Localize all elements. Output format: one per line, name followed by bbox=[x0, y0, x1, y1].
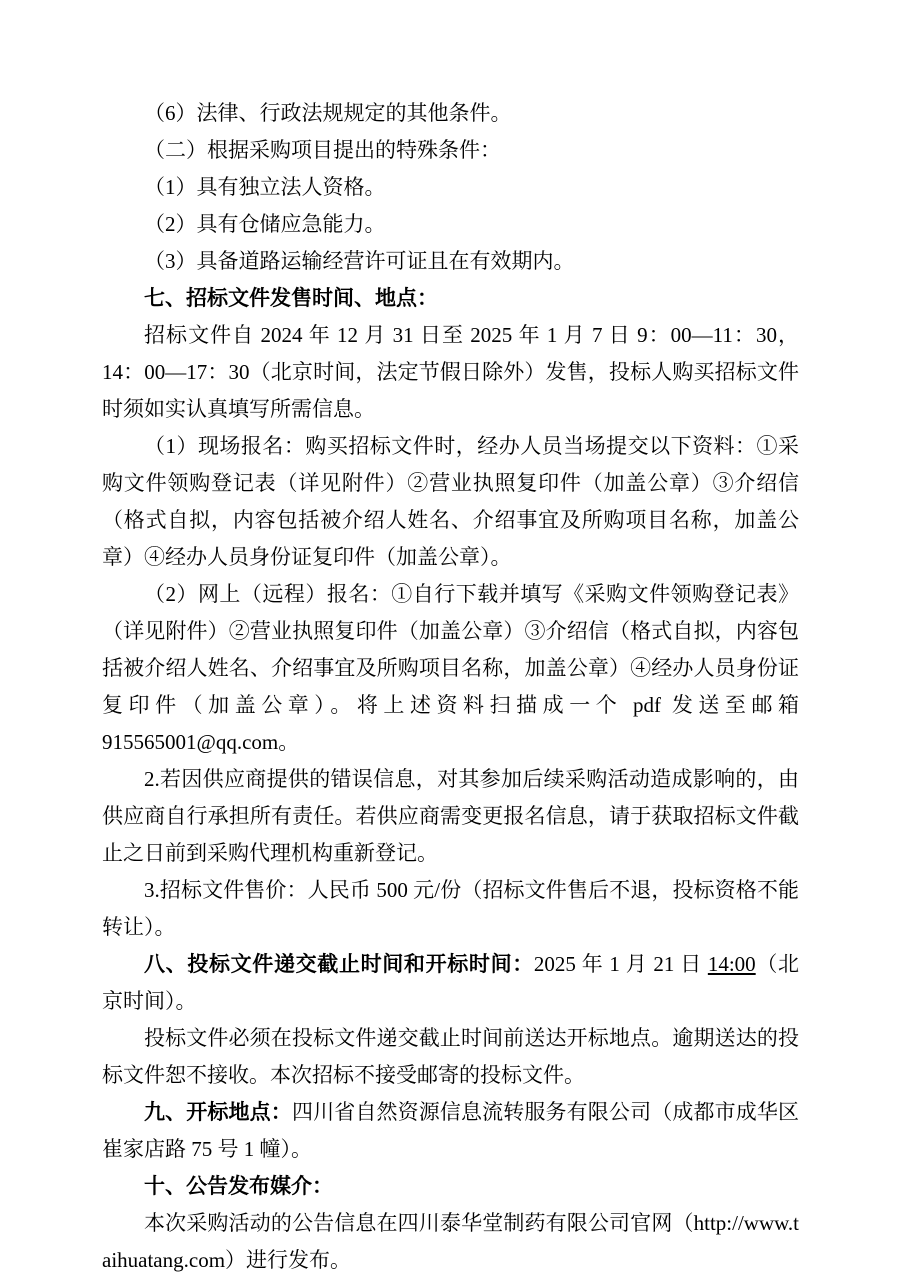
text-segment: （3）具备道路运输经营许可证且在有效期内。 bbox=[144, 249, 575, 273]
text-segment: （1）现场报名：购买招标文件时，经办人员当场提交以下资料：①采购文件领购登记表（详见附件）②营业执照复印件（加盖公章）③介绍信（格式自拟，内容包括被介绍人姓名、介绍事宜及所购项目名称，加盖公章）④经办人员身份证复印件（加盖公章）。 bbox=[102, 434, 799, 569]
section-heading bbox=[102, 1168, 799, 1205]
paragraph bbox=[102, 1205, 799, 1273]
paragraph bbox=[102, 169, 799, 206]
paragraph bbox=[102, 243, 799, 280]
paragraph bbox=[102, 761, 799, 872]
text-segment: 2.若因供应商提供的错误信息，对其参加后续采购活动造成影响的，由供应商自行承担所有责任。若供应商需变更报名信息，请于获取招标文件截止之日前到采购代理机构重新登记。 bbox=[102, 767, 799, 865]
text-segment: 投标文件必须在投标文件递交截止时间前送达开标地点。逾期送达的投标文件恕不接收。本次招标不接受邮寄的投标文件。 bbox=[102, 1026, 799, 1087]
text-segment: 招标文件自 2024 年 12 月 31 日至 2025 年 1 月 7 日 9：00—11：30，14：00—17：30（北京时间，法定节假日除外）发售，投标人购买招标文件时须如实认真填写所需信息。 bbox=[102, 323, 799, 421]
email-address: 915565001@qq.com bbox=[102, 730, 279, 754]
text-segment: 3.招标文件售价：人民币 500 元/份（招标文件售后不退，投标资格不能转让）。 bbox=[102, 878, 799, 939]
section-heading bbox=[102, 280, 799, 317]
text-segment: （2）具有仓储应急能力。 bbox=[144, 212, 386, 236]
text-segment: 本次采购活动的公告信息在四川泰华堂制药有限公司官网（ bbox=[144, 1211, 694, 1235]
text-segment: （二）根据采购项目提出的特殊条件： bbox=[144, 138, 501, 162]
bold-text: 十、公告发布媒介： bbox=[144, 1174, 333, 1198]
bold-text: 九、开标地点： bbox=[144, 1100, 292, 1124]
text-segment: （2）网上（远程）报名：①自行下载并填写《采购文件领购登记表》（详见附件）②营业执照复印件（加盖公章）③介绍信（格式自拟，内容包括被介绍人姓名、介绍事宜及所购项目名称，加盖公章）④经办人员身份证复印件（加盖公章）。将上述资料扫描成一个 pdf 发送至邮箱 bbox=[102, 582, 799, 717]
paragraph bbox=[102, 95, 799, 132]
text-segment: 四川省自然资源信息流转服务有限公司（成都市成华区崔家店路 75 号 1 幢）。 bbox=[102, 1100, 800, 1161]
paragraph bbox=[102, 1020, 799, 1094]
bold-text: 八、投标文件递交截止时间和开标时间： bbox=[144, 952, 534, 976]
text-segment: ）进行发布。 bbox=[225, 1248, 352, 1272]
paragraph bbox=[102, 946, 799, 1020]
paragraph bbox=[102, 206, 799, 243]
paragraph bbox=[102, 872, 799, 946]
paragraph bbox=[102, 428, 799, 576]
paragraph bbox=[102, 576, 799, 761]
text-segment: （北京时间）。 bbox=[102, 952, 800, 1013]
text-segment: （6）法律、行政法规规定的其他条件。 bbox=[144, 101, 512, 125]
paragraph bbox=[102, 132, 799, 169]
paragraph bbox=[102, 1094, 799, 1168]
deadline-time: 14:00 bbox=[707, 952, 756, 976]
website-url: http://www.taihuatang.com bbox=[102, 1211, 799, 1272]
text-segment: 。 bbox=[278, 730, 300, 754]
paragraph bbox=[102, 317, 799, 428]
text-segment: （1）具有独立法人资格。 bbox=[144, 175, 386, 199]
text-segment: 2025 年 1 月 21 日 bbox=[533, 952, 708, 976]
document-content bbox=[102, 95, 799, 1273]
bold-text: 七、招标文件发售时间、地点： bbox=[144, 286, 438, 310]
